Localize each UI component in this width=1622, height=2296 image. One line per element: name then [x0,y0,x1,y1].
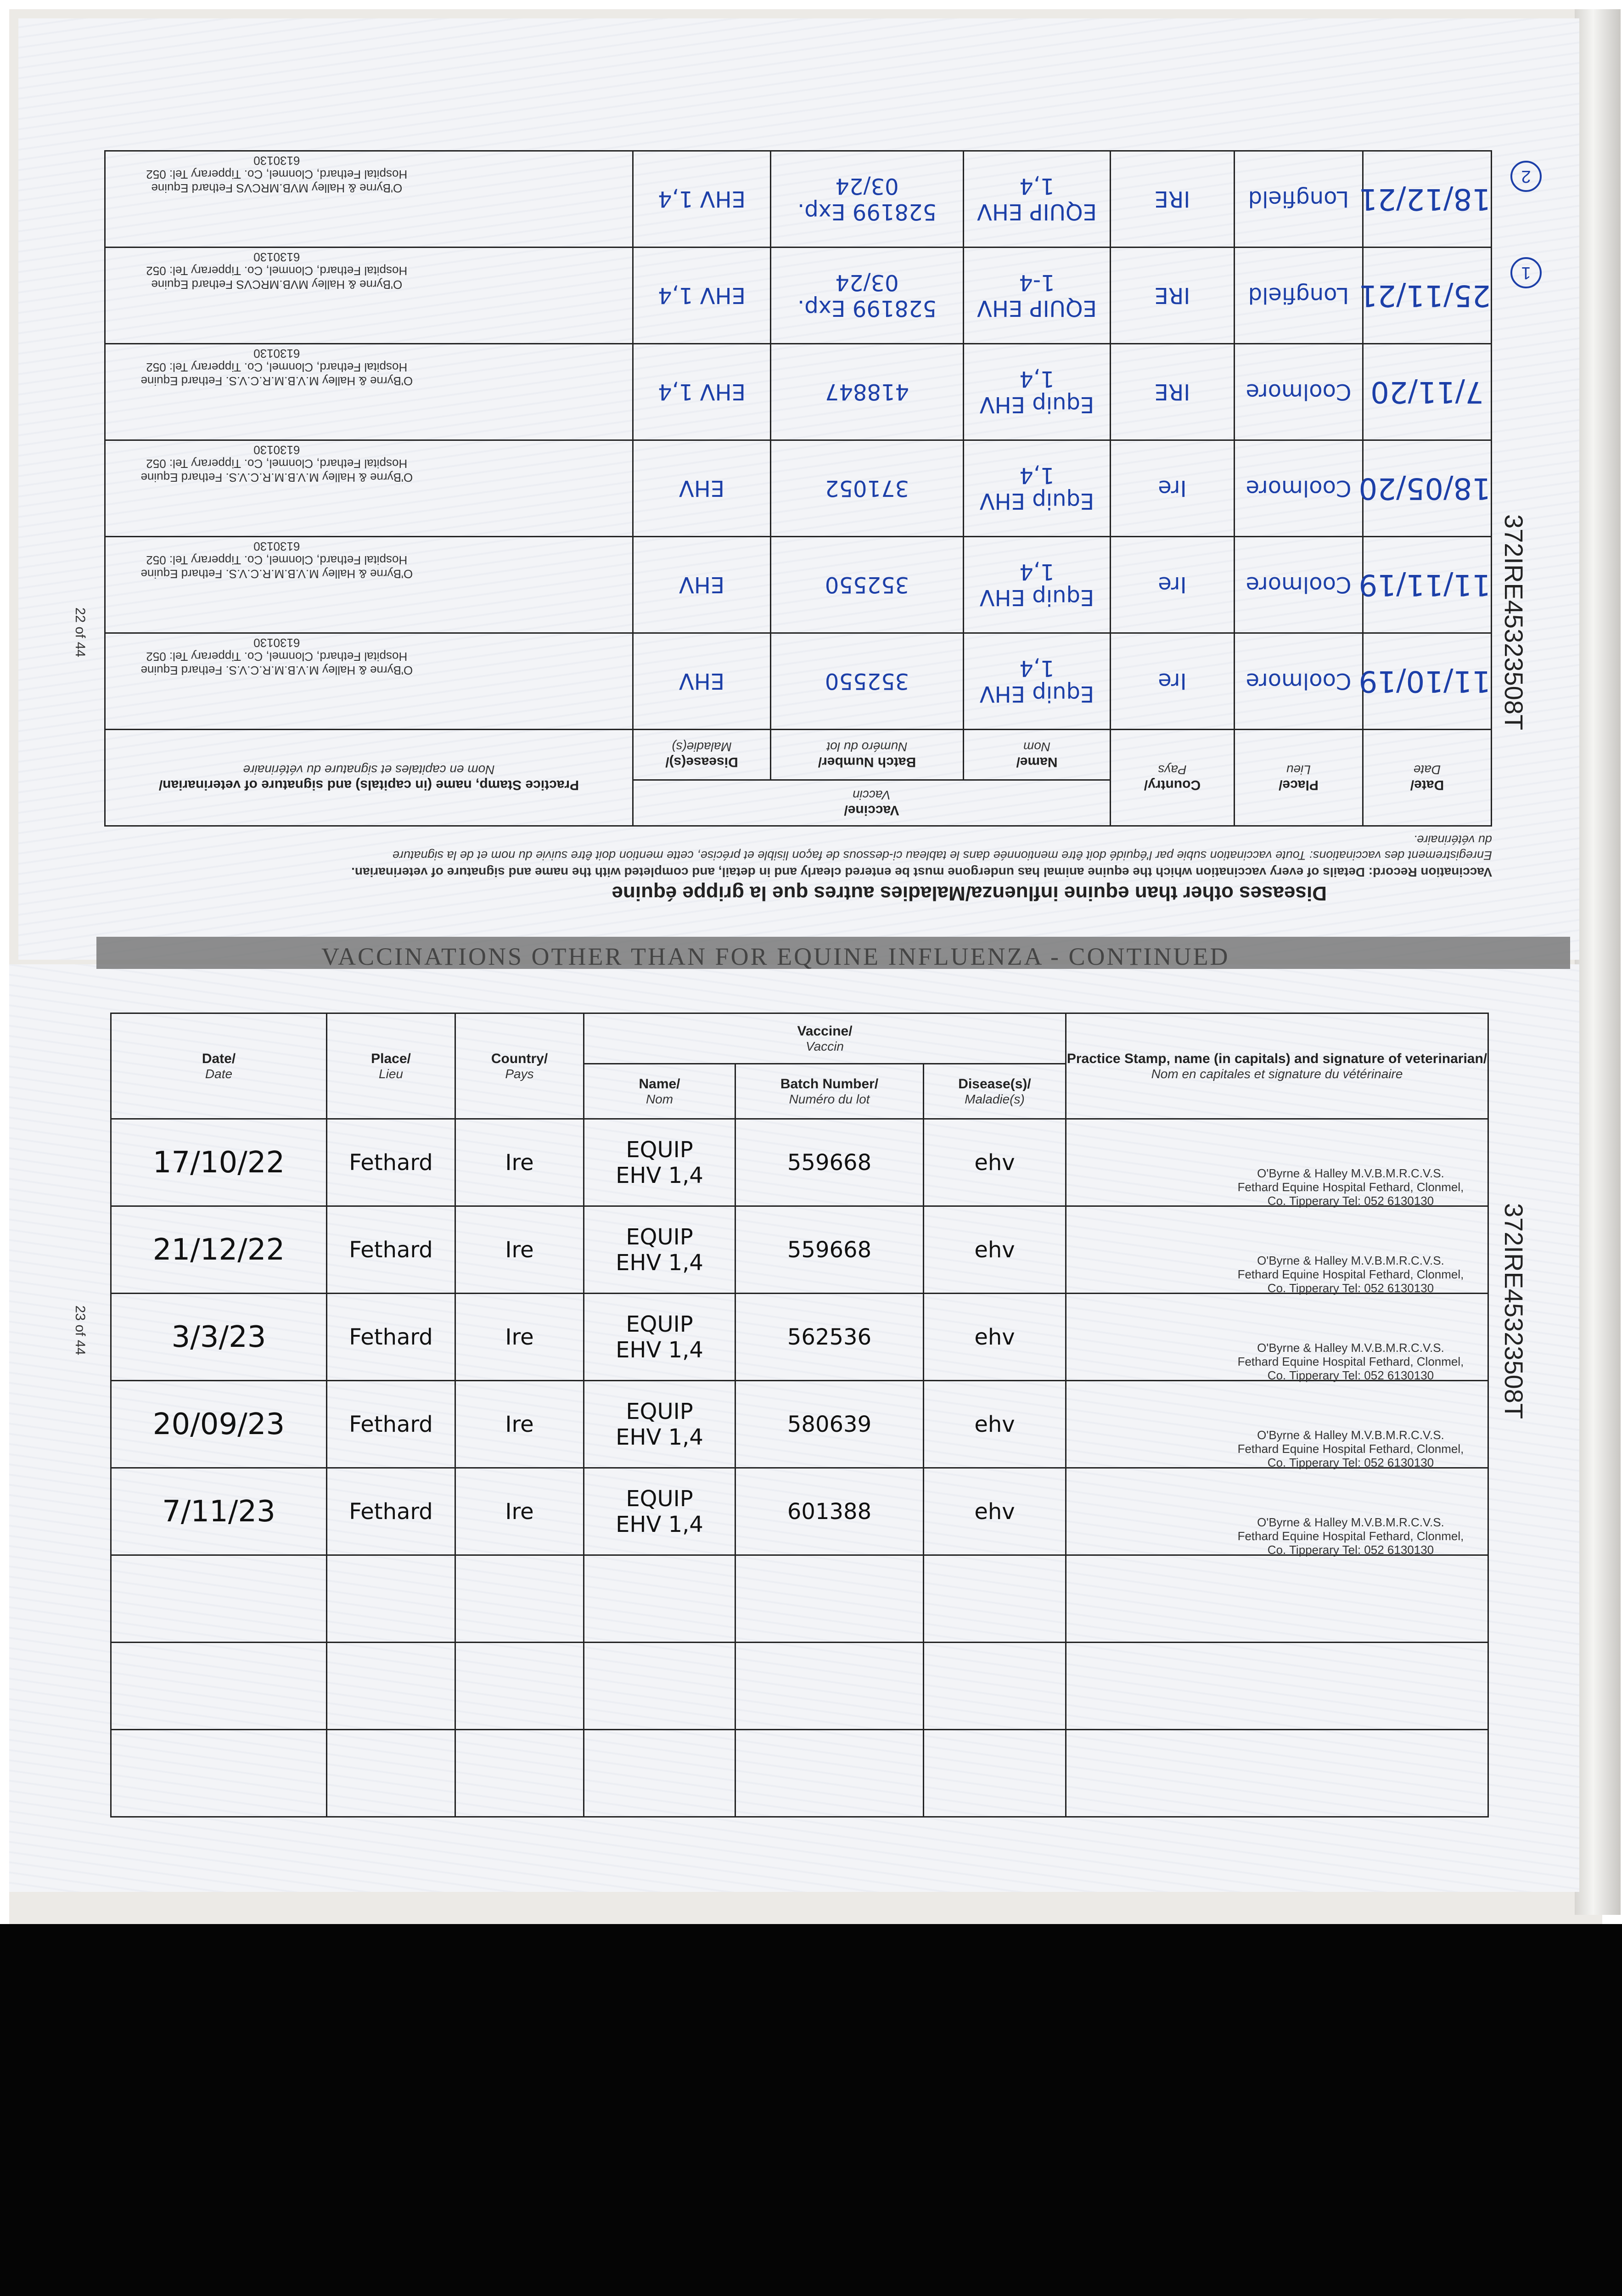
practice-stamp-cell [1066,1206,1488,1294]
header-vaccine: Vaccine/ Vaccin [633,780,1111,826]
place-cell: Fethard [327,1119,455,1206]
vaccine-strain: EHV 1,4 [616,1424,703,1450]
place-cell: Coolmore [1235,633,1363,730]
margin-mark-2: 2 [1510,161,1542,192]
vaccine-name: EQUIP [626,1486,693,1512]
country-cell: Ire [455,1206,584,1294]
vaccine-strain: EHV 1,4 [616,1511,703,1537]
header-stamp: Practice Stamp, name (in capitals) and signature of veterinarian/ Nom en capitales et signature du vétérinaire [1066,1013,1488,1119]
empty-cell [735,1555,924,1643]
book-edge [1575,9,1621,1915]
country-cell: Ire [455,1468,584,1555]
table-row [111,1294,1488,1381]
batch-number-cell: 352550 [771,633,964,730]
vaccine-name-cell [584,1119,735,1206]
practice-stamp-cell [105,151,633,248]
table-row [105,633,1492,730]
header-disease: Disease(s)/ Maladie(s) [633,730,771,780]
bottom-vaccination-table [110,1013,1489,1818]
empty-cell [735,1730,924,1817]
place-cell: Fethard [327,1206,455,1294]
vaccine-strain: EHV 1,4 [616,1337,703,1363]
date-cell: 25/11/21 [1363,248,1492,344]
disease-cell: ehv [924,1206,1066,1294]
vaccine-name-cell: Equip EHV 1,4 [964,344,1111,440]
vaccine-name-cell [584,1468,735,1555]
disease-cell: EHV [633,633,771,730]
batch-number-cell: 371052 [771,440,964,537]
table-row [105,344,1492,440]
place-cell: Longfield [1235,248,1363,344]
practice-stamp-cell [105,440,633,537]
practice-stamp-cell [105,537,633,633]
practice-stamp-cell [105,633,633,730]
vaccine-name-cell: Equip EHV 1,4 [964,537,1111,633]
vaccine-name-cell: EQUIP EHV 1-4 [964,248,1111,344]
empty-cell [1066,1730,1488,1817]
table-row [105,151,1492,248]
place-cell: Fethard [327,1468,455,1555]
disease-cell: EHV [633,537,771,633]
disease-cell: EHV 1,4 [633,248,771,344]
stamp-text: O'Byrne & Halley MVB.MRCVS Fethard Equine Hospital Fethard, Clonmel, Co. Tipperary Tel: 052 6130130 [146,250,408,292]
place-cell: Longfield [1235,151,1363,248]
stamp-text: O'Byrne & Halley M.V.B.M.R.C.V.S. Fethard Equine Hospital Fethard, Clonmel, Co. Tipperary Tel: 052 6130130 [1237,1340,1464,1382]
country-cell: Ire [1111,537,1235,633]
vaccine-name: EQUIP [626,1398,693,1424]
empty-cell [584,1555,735,1643]
practice-stamp-cell [1066,1294,1488,1381]
vaccine-name-cell [584,1206,735,1294]
practice-stamp-cell [1066,1119,1488,1206]
empty-cell [1066,1643,1488,1730]
country-cell: Ire [1111,633,1235,730]
header-date: Date/ Date [1363,730,1492,826]
vaccine-name-cell: EQUIP EHV 1,4 [964,151,1111,248]
empty-cell [924,1643,1066,1730]
header-batch: Batch Number/ Numéro du lot [771,730,964,780]
country-cell: Ire [1111,440,1235,537]
stamp-text: O'Byrne & Halley M.V.B.M.R.C.V.S. Fethard Equine Hospital Fethard, Clonmel, Co. Tipperary Tel: 052 6130130 [1237,1515,1464,1557]
disease-cell: EHV 1,4 [633,151,771,248]
section-title: Diseases other than equine influenza/Maladies autres que la grippe équine [612,882,1327,905]
empty-cell [1066,1555,1488,1643]
stamp-text: O'Byrne & Halley M.V.B.M.R.C.V.S. Fethard Equine Hospital Fethard, Clonmel, Co. Tipperary Tel: 052 6130130 [140,443,413,485]
empty-cell [327,1555,455,1643]
date-cell: 18/05/20 [1363,440,1492,537]
place-cell: Fethard [327,1381,455,1468]
place-cell: Coolmore [1235,440,1363,537]
empty-cell [111,1555,327,1643]
disease-cell: EHV 1,4 [633,344,771,440]
empty-cell [327,1730,455,1817]
table-row [105,537,1492,633]
batch-number-cell: 528199 Exp. 03/24 [771,248,964,344]
empty-cell [327,1643,455,1730]
empty-table-row [111,1643,1488,1730]
place-cell: Fethard [327,1294,455,1381]
header-country: Country/ Pays [455,1013,584,1119]
header-country: Country/ Pays [1111,730,1235,826]
place-cell: Coolmore [1235,537,1363,633]
table-row [105,248,1492,344]
vaccine-name: EQUIP [626,1137,693,1163]
header-disease: Disease(s)/ Maladie(s) [924,1064,1066,1119]
batch-number-cell: 352550 [771,537,964,633]
section-banner: VACCINATIONS OTHER THAN FOR EQUINE INFLUENZA - CONTINUED [321,943,1230,970]
date-cell: 3/3/23 [111,1294,327,1381]
practice-stamp-cell [105,344,633,440]
disease-cell: ehv [924,1468,1066,1555]
vaccine-name: EQUIP [626,1311,693,1337]
country-cell: Ire [455,1294,584,1381]
stamp-text: O'Byrne & Halley M.V.B.M.R.C.V.S. Fethard Equine Hospital Fethard, Clonmel, Co. Tipperary Tel: 052 6130130 [140,636,413,678]
date-cell: 11/11/19 [1363,537,1492,633]
header-name: Name/ Nom [964,730,1111,780]
empty-table-row [111,1555,1488,1643]
batch-number-cell: 559668 [735,1206,924,1294]
page-number-23: 23 of 44 [73,1305,88,1356]
table-row [111,1206,1488,1294]
table-row [105,440,1492,537]
vaccine-strain: EHV 1,4 [616,1162,703,1188]
batch-number-cell: 418847 [771,344,964,440]
date-cell: 20/09/23 [111,1381,327,1468]
batch-number-cell: 601388 [735,1468,924,1555]
date-cell: 7/11/20 [1363,344,1492,440]
empty-cell [924,1555,1066,1643]
vaccine-name-cell: Equip EHV 1,4 [964,440,1111,537]
vaccine-strain: EHV 1,4 [616,1249,703,1276]
country-cell: IRE [1111,248,1235,344]
record-instructions-en: Vaccination Record: Details of every vaccination which the equine animal has undergone must be entered clearly and in detail, and completed with the name and signature of veterinarian. [351,865,1492,879]
practice-stamp-cell [105,248,633,344]
margin-mark-1: 1 [1510,257,1542,288]
empty-table-row [111,1730,1488,1817]
country-cell: IRE [1111,151,1235,248]
country-cell: IRE [1111,344,1235,440]
country-cell: Ire [455,1381,584,1468]
empty-cell [735,1643,924,1730]
header-place: Place/ Lieu [327,1013,455,1119]
vaccine-name-cell [584,1381,735,1468]
empty-cell [455,1730,584,1817]
country-cell: Ire [455,1119,584,1206]
passport-id-top: 372IRE45323508T [1499,514,1528,731]
stamp-text: O'Byrne & Halley M.V.B.M.R.C.V.S. Fethard Equine Hospital Fethard, Clonmel, Co. Tipperary Tel: 052 6130130 [1237,1253,1464,1295]
record-instructions-fr: Enregistrement des vaccinations: Toute vaccination subie par l'équidé doit être mentionnée dans le tableau ci-dessous de façon lisible et précise, cette mention doit être suivie du nom et de la signature [392,849,1492,862]
empty-cell [924,1730,1066,1817]
header-stamp: Practice Stamp, name (in capitals) and signature of veterinarian/ Nom en capitales et signature du vétérinaire [105,730,633,826]
page-number-22: 22 of 44 [73,607,88,658]
empty-cell [455,1643,584,1730]
date-cell: 18/12/21 [1363,151,1492,248]
passport-id-bottom: 372IRE45323508T [1499,1203,1528,1419]
date-cell: 17/10/22 [111,1119,327,1206]
record-instructions-fr-cont: du vétérinaire. [1413,833,1492,847]
practice-stamp-cell [1066,1468,1488,1555]
disease-cell: ehv [924,1294,1066,1381]
empty-cell [111,1643,327,1730]
batch-number-cell: 562536 [735,1294,924,1381]
table-row [111,1468,1488,1555]
batch-number-cell: 528199 Exp. 03/24 [771,151,964,248]
vaccine-name-cell [584,1294,735,1381]
empty-cell [111,1730,327,1817]
empty-cell [455,1555,584,1643]
table-row [111,1119,1488,1206]
vaccine-name-cell: Equip EHV 1,4 [964,633,1111,730]
empty-cell [584,1730,735,1817]
date-cell: 11/10/19 [1363,633,1492,730]
stamp-text: O'Byrne & Halley M.V.B.M.R.C.V.S. Fethard Equine Hospital Fethard, Clonmel, Co. Tipperary Tel: 052 6130130 [1237,1166,1464,1208]
batch-number-cell: 559668 [735,1119,924,1206]
top-page-content [106,133,1492,905]
top-vaccination-table [104,150,1492,827]
table-row [111,1381,1488,1468]
empty-cell [584,1643,735,1730]
place-cell: Coolmore [1235,344,1363,440]
stamp-text: O'Byrne & Halley M.V.B.M.R.C.V.S. Fethard Equine Hospital Fethard, Clonmel, Co. Tipperary Tel: 052 6130130 [140,347,413,388]
header-date: Date/ Date [111,1013,327,1119]
date-cell: 21/12/22 [111,1206,327,1294]
stamp-text: O'Byrne & Halley M.V.B.M.R.C.V.S. Fethard Equine Hospital Fethard, Clonmel, Co. Tipperary Tel: 052 6130130 [140,540,413,581]
scan-background [0,1924,1622,2296]
header-vaccine: Vaccine/ Vaccin [584,1013,1066,1064]
stamp-text: O'Byrne & Halley MVB.MRCVS Fethard Equine Hospital Fethard, Clonmel, Co. Tipperary Tel: 052 6130130 [146,154,408,196]
header-place: Place/ Lieu [1235,730,1363,826]
stamp-text: O'Byrne & Halley M.V.B.M.R.C.V.S. Fethard Equine Hospital Fethard, Clonmel, Co. Tipperary Tel: 052 6130130 [1237,1428,1464,1469]
practice-stamp-cell [1066,1381,1488,1468]
vaccine-name: EQUIP [626,1224,693,1250]
disease-cell: ehv [924,1119,1066,1206]
header-batch: Batch Number/ Numéro du lot [735,1064,924,1119]
batch-number-cell: 580639 [735,1381,924,1468]
disease-cell: ehv [924,1381,1066,1468]
date-cell: 7/11/23 [111,1468,327,1555]
header-name: Name/ Nom [584,1064,735,1119]
disease-cell: EHV [633,440,771,537]
